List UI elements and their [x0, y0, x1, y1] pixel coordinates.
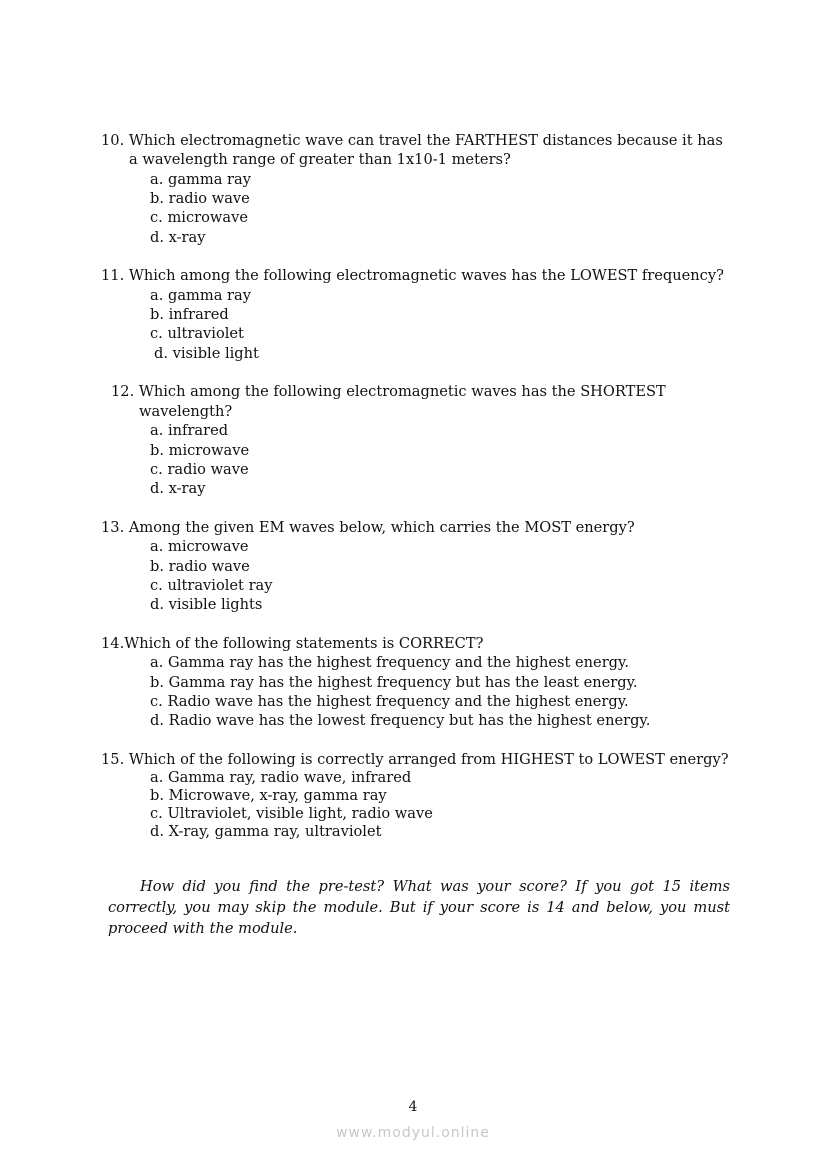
- page-number: 4: [408, 1099, 418, 1115]
- answer-option: a. gamma ray: [150, 287, 251, 304]
- answer-option: a. Gamma ray, radio wave, infrared: [150, 769, 412, 786]
- answer-option: d. visible light: [154, 345, 259, 362]
- answer-option: d. x-ray: [150, 229, 206, 246]
- answer-option: d. Radio wave has the lowest frequency but has the highest energy.: [150, 712, 651, 729]
- answer-option: a. gamma ray: [150, 171, 251, 188]
- question-stem-line: 11. Which among the following electromagnetic waves has the LOWEST frequency?: [101, 267, 724, 284]
- answer-option: b. microwave: [150, 442, 250, 459]
- question-stem-line: a wavelength range of greater than 1x10-1 meters?: [129, 151, 511, 168]
- question-stem-line: 13. Among the given EM waves below, which carries the MOST energy?: [101, 519, 635, 536]
- answer-option: d. visible lights: [150, 596, 263, 613]
- question-stem-line: 12. Which among the following electromagnetic waves has the SHORTEST: [111, 383, 666, 400]
- answer-option: b. Microwave, x-ray, gamma ray: [150, 787, 387, 804]
- answer-option: c. Radio wave has the highest frequency and the highest energy.: [150, 693, 629, 710]
- answer-option: a. microwave: [150, 538, 249, 555]
- answer-option: c. Ultraviolet, visible light, radio wave: [150, 805, 433, 822]
- question-stem-line: wavelength?: [139, 403, 233, 420]
- question-stem-line: 14.Which of the following statements is CORRECT?: [101, 635, 484, 652]
- answer-option: b. radio wave: [150, 558, 250, 575]
- answer-option: c. ultraviolet: [150, 325, 244, 342]
- answer-option: c. microwave: [150, 209, 248, 226]
- closing-note: How did you find the pre-test? What was your score? If you got 15 items correctly, you may skip the module. But if your score is 14 and below, you must proceed with the module.: [108, 878, 730, 937]
- answer-option: c. radio wave: [150, 461, 249, 478]
- answer-option: d. X-ray, gamma ray, ultraviolet: [150, 823, 382, 840]
- answer-option: d. x-ray: [150, 480, 206, 497]
- answer-option: c. ultraviolet ray: [150, 577, 273, 594]
- answer-option: b. radio wave: [150, 190, 250, 207]
- question-stem-line: 10. Which electromagnetic wave can travel the FARTHEST distances because it has: [101, 132, 723, 149]
- question-stem-line: 15. Which of the following is correctly arranged from HIGHEST to LOWEST energy?: [101, 751, 729, 768]
- answer-option: a. infrared: [150, 422, 229, 439]
- answer-option: b. infrared: [150, 306, 229, 323]
- answer-option: a. Gamma ray has the highest frequency and the highest energy.: [150, 654, 629, 671]
- answer-option: b. Gamma ray has the highest frequency but has the least energy.: [150, 674, 638, 691]
- watermark: www.modyul.online: [336, 1125, 490, 1141]
